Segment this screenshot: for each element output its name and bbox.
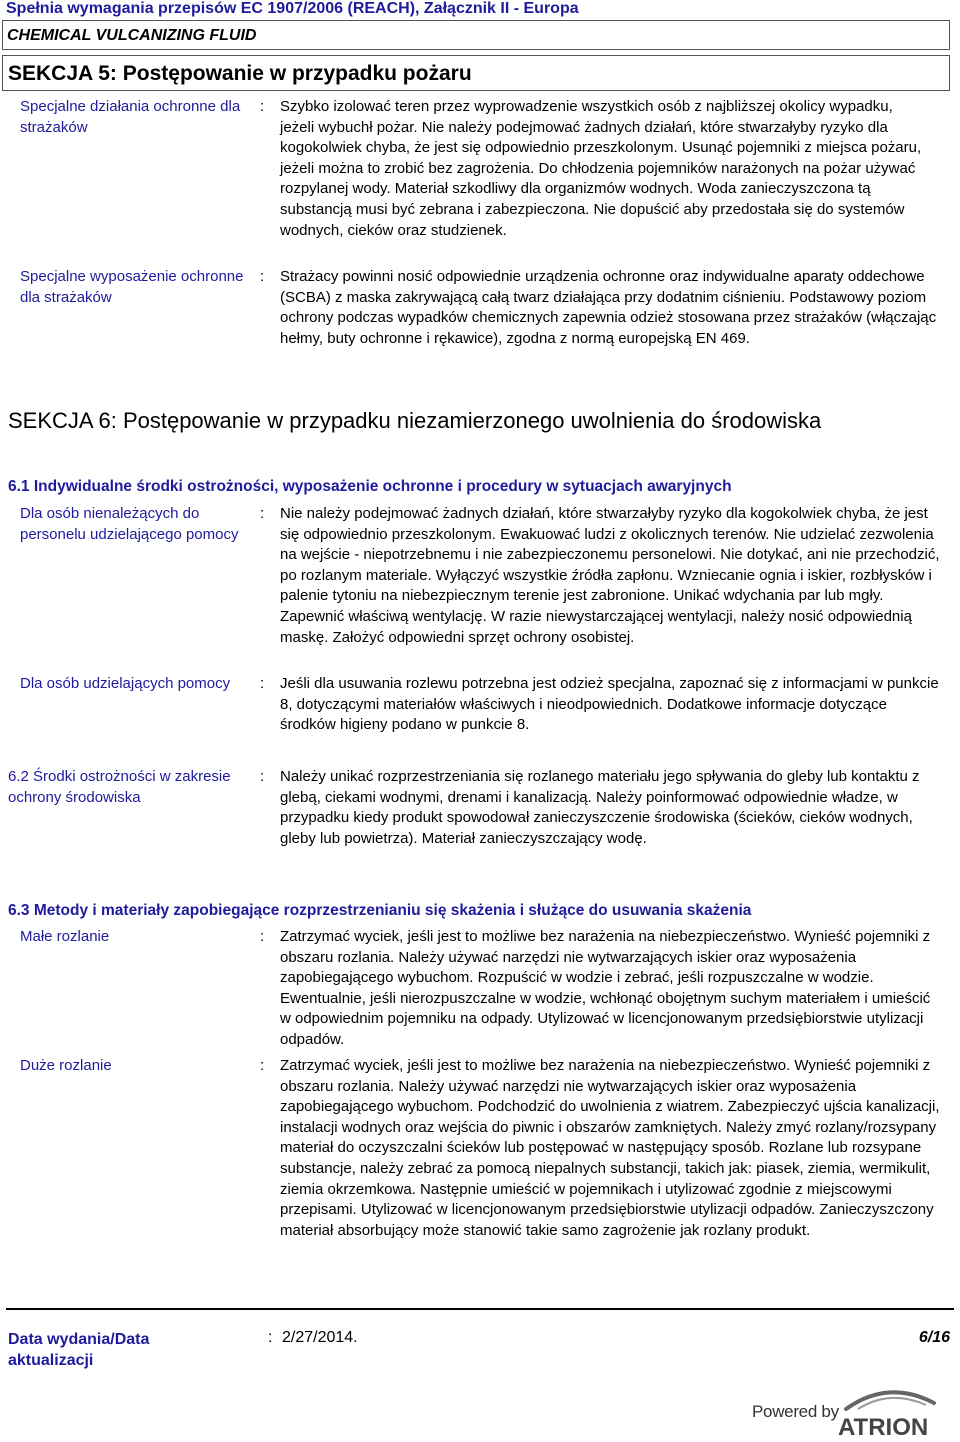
row-colon: :: [260, 928, 265, 945]
page-number: 6/16: [918, 1329, 950, 1346]
row-text: Jeśli dla usuwania rozlewu potrzebna jest odzież specjalna, zapoznać się z informacjami w punkcie 8, dotyczącymi materiałów właściwych i nieodpowiednich. Dodatkowe informacje dotyczące środków higieny podano w punkcie 8.: [280, 675, 939, 734]
powered-by-text: Powered by: [752, 1402, 839, 1421]
section6-title: SEKCJA 6: Postępowanie w przypadku niezamierzonego uwolnienia do środowiska: [8, 408, 822, 433]
row-label: Specjalne wyposażenie ochronne dla strażaków: [20, 268, 244, 306]
row-text: Szybko izolować teren przez wyprowadzenie wszystkich osób z najbliższej okolicy wypadku, jeżeli wybuchł pożar. Nie należy podejmować żadnych działań, które stwarzałyby ryzyko dla kogokolwiek chyba, że jest się odpowiednio przeszkolonym. Usunąć pojemniki z miejsca pożaru, jeżeli można to zrobić bez zagrożenia. Do chłodzenia pojemników narażonych na pożar używać rozpylanej wody. Materiał szkodliwy dla organizmów wodnych. Woda zanieczyszczona tą substancją musi być zebrana i zabezpieczona. Nie dopuścić aby przedostała się do systemów wodnych, cieków oraz studzienek.: [280, 98, 922, 239]
row-label: Dla osób udzielających pomocy: [20, 675, 231, 692]
row-text: Strażacy powinni nosić odpowiednie urządzenia ochronne oraz indywidualne aparaty oddechowe (SCBA) z maska zakrywającą całą twarz działająca przy dodatnim ciśnieniu. Podstawowy poziom ochrony podczas wypadków chemicznych zapewnia odzież stosowana przez strażaków (włączając hełmy, buty ochronne i rękawice), zgodna z normą europejską EN 469.: [280, 268, 937, 347]
row-label: Dla osób nienależących do personelu udzielającego pomocy: [20, 505, 239, 543]
section5-row-firefighting-actions: [20, 97, 930, 241]
footer-colon: :: [268, 1329, 273, 1346]
row-label: Duże rozlanie: [20, 1057, 112, 1074]
footer-divider: [6, 1308, 954, 1310]
row-colon: :: [260, 98, 265, 115]
regulation-header: Spełnia wymagania przepisów EC 1907/2006 (REACH), Załącznik II - Europa: [6, 0, 579, 17]
row-label: Specjalne działania ochronne dla strażaków: [20, 98, 241, 136]
atrion-logo-icon: [838, 1385, 938, 1411]
footer-date-value: 2/27/2014.: [282, 1329, 358, 1346]
row-label: 6.2 Środki ostrożności w zakresie ochrony środowiska: [8, 768, 231, 806]
row-label: Małe rozlanie: [20, 928, 110, 945]
row-text: Należy unikać rozprzestrzeniania się rozlanego materiału jego spływania do gleby lub kontaktu z glebą, ciekami wodnymi, drenami i kanalizacją. Należy poinformować odpowiednie władze, w przypadku kiedy produkt spowodował zanieczyszczenie środowiska (ścieków, cieków wodnych, gleby lub powietrza). Materiał zanieczyszczający wodę.: [280, 768, 920, 847]
row-colon: :: [260, 675, 265, 692]
section63-title: 6.3 Metody i materiały zapobiegające rozprzestrzenianiu się skażenia i służące do usuwania skażenia: [8, 902, 752, 919]
section61-title: 6.1 Indywidualne środki ostrożności, wyposażenie ochronne i procedury w sytuacjach awaryjnych: [8, 478, 732, 495]
section5-row-firefighting-equipment: [20, 267, 945, 349]
footer-date-label: Data wydania/Data aktualizacji: [8, 1331, 150, 1369]
row-text: Nie należy podejmować żadnych działań, które stwarzałyby ryzyko dla kogokolwiek chyba, że jest się odpowiednio przeszkolonym. Ewakuować ludzi z okolicznych terenów. Nie udzielać zezwolenia na wejście - niepotrzebnemu i nie zabezpieczonemu personelowi. Nie dotykać, ani nie przechodzić, po rozlanym materiale. Wyłączyć wszystkie źródła zapłonu. Wzniecanie ognia i iskier, rozbłysków i palenie tytoniu na niebezpiecznym terenie jest zabronione. Unikać wdychania par lub mgły. Zapewnić właściwą wentylację. W razie niewystarczającej wentylacji, należy nosić odpowiednią maskę. Założyć odpowiedni sprzęt ochrony osobistej.: [280, 505, 940, 646]
row-text: Zatrzymać wyciek, jeśli jest to możliwe bez narażenia na niebezpieczeństwo. Wynieść pojemniki z obszaru rozlania. Należy używać narzędzi nie wytwarzających iskier oraz wyposażenia zapobiegającego wybuchom. Podchodzić do uwolnienia z wiatrem. Zabezpieczyć ujścia kanalizacji, instalacji wodnych oraz wejścia do piwnic i obszarów zamkniętych. Należy zmyć rozlany/rozsypany materiał do oczyszczalni ścieków lub postępować w następujący sposób. Rozlane lub rozsypane substancje, należy zebrać za pomocą niepalnych substancji, takich jak: piasek, ziemia, wermikulit, ziemia okrzemkowa. Następnie umieścić w pojemnikach i utylizować zgodnie z miejscowymi przepisami. Utylizować w licencjonowanym przedsiębiorstwie utylizacji odpadów. Zanieczyszczony materiał absorbujący może stanowić takie samo zagrożenie jak rozlany produkt.: [280, 1057, 940, 1239]
section63-row-small-spill: [20, 927, 945, 1051]
row-colon: :: [260, 505, 265, 522]
section61-row-non-emergency: [20, 504, 945, 648]
section63-row-large-spill: [20, 1056, 945, 1241]
row-text: Zatrzymać wyciek, jeśli jest to możliwe bez narażenia na niebezpieczeństwo. Wynieść pojemniki z obszaru rozlania. Należy używać narzędzi nie wytwarzających iskier oraz wyposażenia zapobiegającego wybuchom. Rozpuścić w wodzie i zebrać, jeśli rozpuszczalne w wodzie. Ewentualnie, jeśli nierozpuszczalne w wodzie, wchłonąć obojętnym suchym materiałem i umieścić w odpowiednim pojemniku na odpady. Utylizować w licencjonowanym przedsiębiorstwie utylizacji odpadów.: [280, 928, 931, 1048]
product-name-box: [2, 20, 950, 50]
section62-row-environmental: [8, 767, 945, 849]
row-colon: :: [260, 1057, 265, 1074]
section5-title: SEKCJA 5: Postępowanie w przypadku pożaru: [8, 62, 472, 85]
section61-row-emergency-responders: [20, 674, 945, 736]
product-name: CHEMICAL VULCANIZING FLUID: [7, 27, 257, 44]
row-colon: :: [260, 268, 265, 285]
row-colon: :: [260, 768, 265, 785]
atrion-brand-text: ATRION: [838, 1414, 929, 1441]
